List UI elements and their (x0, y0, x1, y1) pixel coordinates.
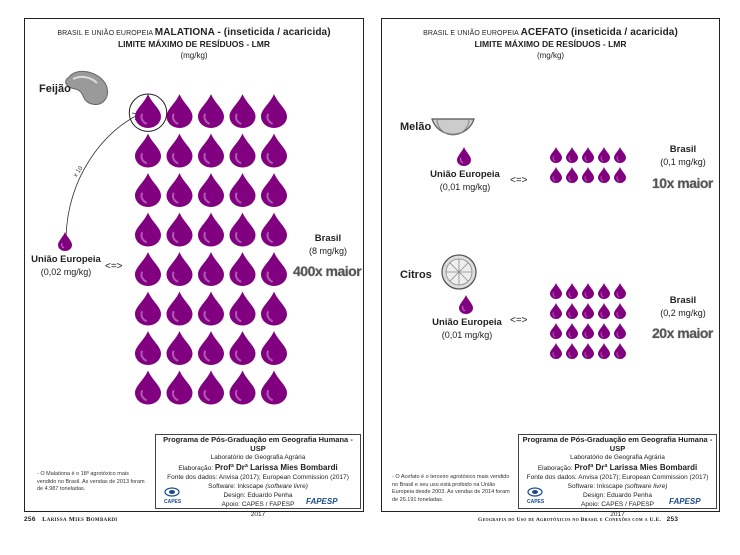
eu-label-block-citros (422, 316, 512, 341)
br-value: (0,2 mg/kg) (660, 308, 706, 318)
header-title: ACEFATO (inseticida / acaricida) (520, 27, 678, 38)
drop-mark (614, 343, 626, 359)
br-label-block-citros (648, 294, 718, 319)
capes-logo: CAPES (164, 487, 181, 507)
drop-mark (550, 323, 562, 339)
credits-software-note: (software livre) (265, 483, 308, 491)
drop-mark (598, 343, 610, 359)
drop-mark (598, 303, 610, 319)
drop-mark (582, 343, 594, 359)
drop-mark (614, 283, 626, 299)
drop-mark (566, 147, 578, 163)
drop-mark (598, 147, 610, 163)
header-title: MALATIONA - (inseticida / acaricida) (154, 27, 331, 38)
eu-label-block (21, 253, 111, 278)
drop-mark (167, 292, 193, 326)
drop-mark (135, 173, 161, 207)
drop-grid-melao (550, 147, 630, 187)
drop-mark (582, 167, 594, 183)
credits-author-prefix: Elaboração: (178, 464, 214, 472)
eu-label-block-melao (420, 168, 510, 193)
drop-mark (566, 323, 578, 339)
header-subtitle: LIMITE MÁXIMO DE RESÍDUOS - LMR (474, 39, 627, 49)
br-label-block-melao (648, 143, 718, 168)
credits-year: 2017 (610, 510, 625, 518)
crop-label: Feijão (39, 83, 71, 95)
drop-mark (230, 94, 256, 128)
drop-mark (135, 252, 161, 286)
fapesp-logo: FAPESP (669, 497, 701, 506)
header-prefix: BRASIL E UNIÃO EUROPEIA (57, 30, 153, 37)
compare-symbol-citros: <=> (510, 315, 528, 326)
drop-mark (230, 134, 256, 168)
drop-mark (261, 371, 287, 405)
drop-mark (566, 283, 578, 299)
drop-mark (198, 213, 224, 247)
br-label: Brasil (314, 233, 342, 244)
drop-mark (550, 303, 562, 319)
drop-mark (261, 173, 287, 207)
running-head-left: Larissa Mies Bombardi (42, 516, 118, 523)
credits-software: Software: Inkscape (567, 483, 623, 491)
drop-mark (598, 167, 610, 183)
drop-mark (230, 371, 256, 405)
ratio-label-citros: 20x maior (652, 325, 713, 341)
header-unit: (mg/kg) (180, 51, 208, 60)
multiplier-label: x 10 (72, 165, 85, 179)
drop-mark (582, 323, 594, 339)
credits-lab: Laboratório de Geografia Agrária (210, 454, 306, 462)
capes-logo: CAPES (527, 487, 544, 507)
right-header (382, 27, 719, 61)
br-label: Brasil (669, 144, 697, 155)
ratio-label-melao: 10x maior (652, 175, 713, 191)
drop-grid-citros (550, 283, 630, 363)
page-number-left: 256 (24, 516, 36, 523)
drop-grid-feijao (135, 94, 295, 414)
ratio-label: 400x maior (293, 263, 362, 279)
drop-mark (598, 323, 610, 339)
melon-icon (430, 111, 476, 151)
drop-mark (550, 167, 562, 183)
drop-mark (261, 134, 287, 168)
drop-mark (614, 167, 626, 183)
drop-mark (135, 371, 161, 405)
header-prefix: BRASIL E UNIÃO EUROPEIA (423, 30, 519, 37)
drop-mark (167, 371, 193, 405)
eu-drop-icon (58, 232, 72, 251)
drop-mark (198, 94, 224, 128)
credits-source: Fonte dos dados: Anvisa (2017); European Commission (2017) (526, 473, 709, 481)
drop-mark (167, 331, 193, 365)
drop-mark (230, 252, 256, 286)
drop-mark (198, 173, 224, 207)
fapesp-logo: FAPESP (306, 497, 338, 506)
drop-mark (261, 94, 287, 128)
drop-mark (566, 167, 578, 183)
drop-mark (598, 283, 610, 299)
drop-mark (550, 283, 562, 299)
footnote: - O Malationa é o 18º agrotóxico mais vendido no Brasil. As vendas de 2013 foram de 4.987 toneladas. (37, 471, 145, 492)
drop-mark (261, 292, 287, 326)
header-unit: (mg/kg) (536, 51, 565, 60)
footer-right (478, 516, 678, 523)
left-panel (24, 18, 364, 518)
eu-value: (0,02 mg/kg) (40, 267, 92, 277)
drop-mark (198, 331, 224, 365)
drop-mark (167, 173, 193, 207)
credits-title: Programa de Pós-Graduação em Geografia Humana - USP (522, 435, 713, 454)
drop-mark (614, 303, 626, 319)
eu-label: União Europeia (430, 169, 500, 180)
drop-mark (582, 147, 594, 163)
crop-label-citros: Citros (400, 269, 432, 281)
eu-value: (0,01 mg/kg) (441, 330, 493, 340)
drop-mark (230, 292, 256, 326)
capes-icon (527, 487, 543, 497)
credits-software: Software: Inkscape (208, 483, 264, 491)
footer-left (24, 516, 118, 523)
br-label-block (293, 232, 363, 257)
drop-mark (135, 94, 161, 128)
drop-mark (167, 213, 193, 247)
drop-mark (566, 343, 578, 359)
drop-mark (582, 283, 594, 299)
footnote: - O Acefato é o terceiro agrotóxico mais vendido no Brasil e seu uso está proibido na União Europeia desde 2003. As vendas de 2014 foram de 26.191 toneladas. (392, 474, 510, 503)
drop-mark (167, 252, 193, 286)
drop-mark (582, 303, 594, 319)
drop-mark (135, 213, 161, 247)
eu-label: União Europeia (31, 254, 101, 265)
drop-mark (550, 147, 562, 163)
drop-mark (198, 292, 224, 326)
drop-mark (230, 331, 256, 365)
running-head-right: Geografia do Uso de Agrotóxicos no Brasil e Conexões com a U.E. (478, 517, 662, 523)
eu-drop-icon-melao (457, 147, 471, 166)
eu-value: (0,01 mg/kg) (439, 182, 491, 192)
drop-mark (230, 173, 256, 207)
drop-mark (198, 371, 224, 405)
credits-design: Design: Eduardo Penha (582, 492, 653, 500)
drop-mark (566, 303, 578, 319)
crop-label-melao: Melão (400, 121, 432, 133)
drop-mark (198, 134, 224, 168)
credits-box (518, 434, 717, 518)
credits-support: Apoio: CAPES / FAPESP (221, 501, 295, 509)
drop-mark (261, 331, 287, 365)
br-value: (8 mg/kg) (308, 246, 347, 256)
compare-symbol-melao: <=> (510, 175, 528, 186)
credits-author-prefix: Elaboração: (537, 464, 573, 472)
credits-year: 2017 (250, 510, 266, 518)
credits-source: Fonte dos dados: Anvisa (2017); European Commission (2017) (167, 473, 349, 481)
drop-mark (167, 94, 193, 128)
right-panel (381, 18, 720, 518)
eu-drop-icon-citros (459, 295, 473, 314)
drop-mark (550, 343, 562, 359)
eu-label: União Europeia (432, 317, 502, 328)
drop-mark (230, 213, 256, 247)
drop-mark (135, 331, 161, 365)
credits-box (155, 434, 361, 518)
drop-mark (261, 252, 287, 286)
credits-author: Profª Drª Larissa Mies Bombardi (574, 462, 698, 472)
credits-author: Profª Drª Larissa Mies Bombardi (214, 462, 338, 472)
left-header (25, 27, 363, 61)
citrus-icon (440, 253, 478, 291)
credits-title: Programa de Pós-Graduação em Geografia Humana - USP (163, 435, 353, 454)
credits-lab: Laboratório de Geografia Agrária (570, 454, 665, 462)
header-subtitle: LIMITE MÁXIMO DE RESÍDUOS - LMR (117, 39, 271, 49)
capes-icon (164, 487, 180, 497)
credits-design: Design: Eduardo Penha (223, 492, 293, 500)
drop-mark (167, 134, 193, 168)
drop-mark (135, 134, 161, 168)
drop-mark (261, 213, 287, 247)
drop-mark (135, 292, 161, 326)
br-label: Brasil (669, 295, 697, 306)
drop-mark (198, 252, 224, 286)
drop-mark (614, 323, 626, 339)
credits-software-note: (software livre) (624, 483, 668, 491)
drop-mark (614, 147, 626, 163)
br-value: (0,1 mg/kg) (660, 157, 706, 167)
page-number-right: 253 (666, 516, 679, 523)
credits-support: Apoio: CAPES / FAPESP (581, 501, 654, 509)
compare-symbol: <=> (105, 261, 123, 272)
